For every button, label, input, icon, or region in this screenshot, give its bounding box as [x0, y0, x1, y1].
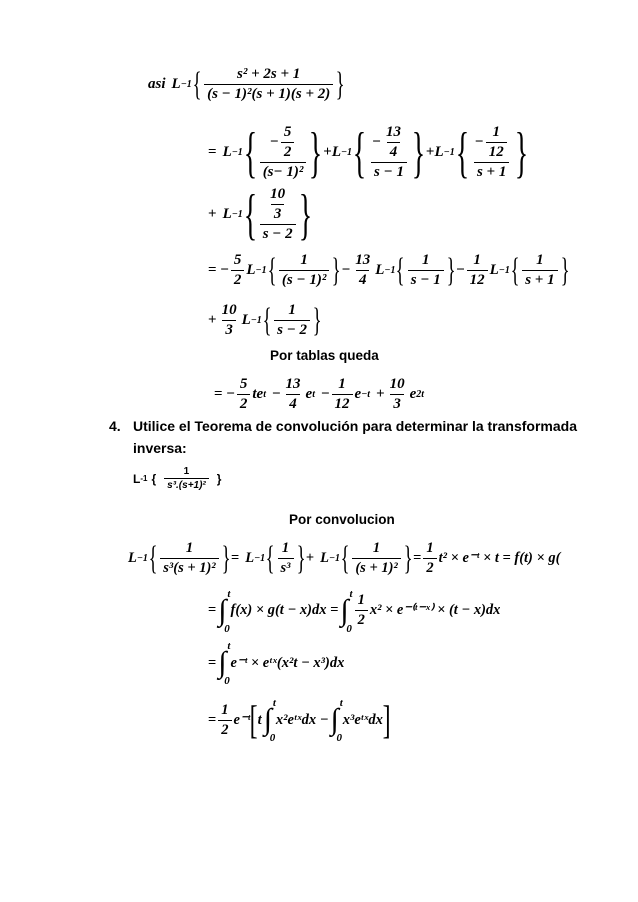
por-convolucion-label: Por convolucion [289, 512, 395, 527]
problem-expression: L -1 { $\frac{1}{\text{s³.(s+1)²}}$ } [133, 466, 222, 491]
word-asi: asi [148, 76, 166, 92]
conv-line-4: = $\frac{1}{2}$ e⁻ᵗ [ t ∫ 0 t x²eᵗˣdx − ∫ 0 t x³eᵗˣdx ] [208, 697, 391, 744]
conv-line-2: = ∫ 0 t f(x) × g(t − x)dx = ∫ 0 t $\frac{1}{2}$ x² × e⁻⁽ᵗ⁻ˣ⁾ × (t − x)dx [208, 587, 501, 635]
line-result: = − $\frac{5}{2}$ te t − $\frac{13}{4}$ e t − $\frac{1}{12}$ e −t + $\frac{10}{3}$ e 2t [214, 376, 425, 412]
item-4-line-1: 4. Utilice el Teorema de convolución para determinar la transformada [109, 418, 577, 434]
line-asi: asi L −1 { $\frac{\text{s² + 2s + 1}}{\text{(s − 1)²(s + 1)(s + 2)}}$ } [148, 65, 345, 103]
item-number: 4. [109, 418, 121, 434]
conv-line-3: = ∫ 0 t e⁻ᵗ × eᵗˣ(x²t − x³)dx [208, 640, 345, 687]
integral-sign: ∫ 0 t [340, 587, 353, 635]
line-linearity-cont: + $\frac{10}{3}$ L −1 { $\frac{1}{s - 2}$ } [208, 301, 322, 339]
por-tablas-label: Por tablas queda [270, 348, 379, 363]
item-4-line-2: inversa: [133, 440, 187, 456]
integral-sign: ∫ 0 t [218, 587, 231, 635]
integral-sign: ∫ 0 t [263, 697, 276, 744]
integral-sign: ∫ 0 t [330, 697, 343, 744]
conv-line-1: L −1 { $\frac{1}{\text{s³(s + 1)²}}$ } = L −1 { $\frac{1}{\text{s³}}$ } + L −1 { $\frac{1}{\text{(s + 1)²}}$ } = $\frac{1}{2}$ t² × e⁻ᵗ × t = f(t) × g( [128, 539, 561, 577]
fraction: $\frac{\text{s² + 2s + 1}}{\text{(s − 1)²(s + 1)(s + 2)}}$ [204, 66, 333, 103]
line-partial-fractions: = L −1 { − $\frac{5}{2}$ (s− 1)² } + L −1 { − $\frac{13}{4}$ s − 1 } + L −1 { − $\frac{1}{12}$ s + 1 } [208, 121, 528, 184]
line-linearity: = − $\frac{5}{2}$ L −1 { $\frac{1}{\text{(s − 1)²}}$ } − $\frac{13}{4}$ L −1 { $\frac{1}{s - 1}$ } − $\frac{1}{12}$ L −1 { $\frac{1}{s + 1}$ } [208, 251, 570, 289]
integral-sign: ∫ 0 t [218, 640, 231, 687]
line-partial-fractions-cont: + L −1 { $\frac{\frac{10}{3}}{s - 2}$ } [208, 183, 312, 246]
